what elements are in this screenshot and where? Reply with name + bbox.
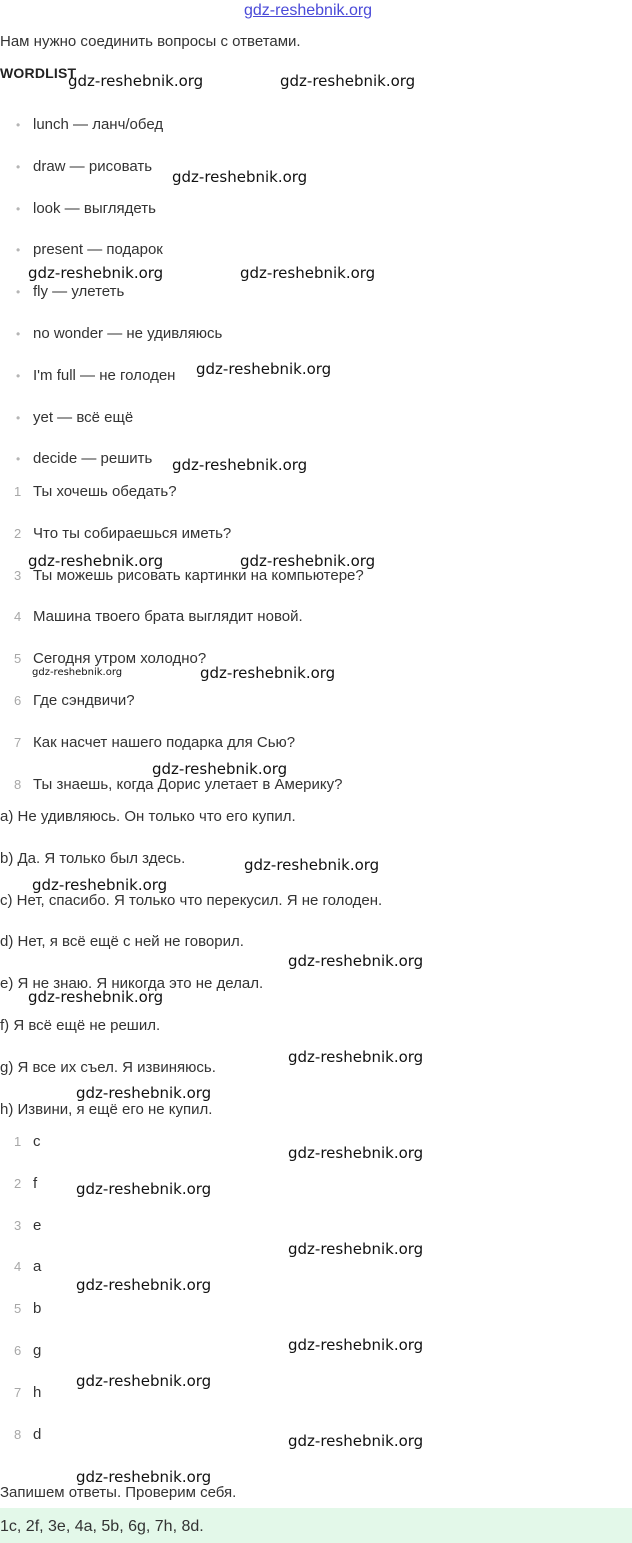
answer-option: h) Извини, я ещё его не купил. [0,1100,213,1118]
watermark: gdz-reshebnik.org [172,456,308,474]
question-number: 2 [14,525,22,541]
site-link[interactable]: gdz-reshebnik.org [244,2,373,19]
watermark: gdz-reshebnik.org [28,552,164,570]
watermark: gdz-reshebnik.org [240,264,376,282]
watermark: gdz-reshebnik.org [28,988,164,1006]
wordlist-item: I'm full — не голоден [33,366,176,384]
bullet-icon: • [16,368,21,383]
match-letter: c [33,1133,41,1150]
wordlist-item: no wonder — не удивляюсь [33,325,223,342]
match-number: 3 [14,1217,22,1233]
match-number: 5 [14,1301,22,1317]
wordlist-item: look — выглядеть [33,199,156,217]
watermark: gdz-reshebnik.org [76,1180,212,1198]
match-letter: e [33,1216,42,1234]
watermark: gdz-reshebnik.org [288,1432,424,1450]
bullet-icon: • [16,243,21,258]
bullet-icon: • [16,285,21,300]
question-text: Где сэндвичи? [33,692,135,709]
watermark: gdz-reshebnik.org [32,876,168,894]
summary-answers: 1c, 2f, 3e, 4a, 5b, 6g, 7h, 8d. [0,1518,204,1535]
question-text: Сегодня утром холодно? [33,650,207,668]
bullet-icon: • [16,452,21,467]
question-text: Как насчет нашего подарка для Сью? [33,733,296,751]
wordlist-item: fly — улететь [33,283,125,301]
watermark: gdz-reshebnik.org [76,1084,212,1102]
question-number: 7 [14,734,22,750]
watermark: gdz-reshebnik.org [280,72,416,90]
wordlist-title: WORDLIST [0,65,77,81]
question-text: Ты хочешь обедать? [33,483,177,500]
bullet-icon: • [16,410,21,425]
question-number: 5 [14,651,22,667]
watermark: gdz-reshebnik.org [200,664,336,682]
match-number: 1 [14,1134,22,1149]
wordlist-item: decide — решить [33,450,153,468]
match-letter: g [33,1342,42,1359]
watermark: gdz-reshebnik.org [152,760,288,778]
question-text: Что ты собираешься иметь? [33,524,232,542]
match-letter: h [33,1383,42,1401]
match-letter: b [33,1300,42,1318]
watermark: gdz-reshebnik.org [288,1240,424,1258]
bullet-icon: • [16,327,21,341]
question-number: 4 [14,609,22,625]
match-number: 2 [14,1175,22,1191]
watermark: gdz-reshebnik.org [288,1048,424,1066]
question-number: 3 [14,567,22,583]
answer-option: d) Нет, я всё ещё с ней не говорил. [0,933,244,951]
question-number: 1 [14,484,22,499]
intro-text: Нам нужно соединить вопросы с ответами. [0,33,301,50]
watermark: gdz-reshebnik.org [28,264,164,282]
question-text: Ты можешь рисовать картинки на компьютере? [33,566,364,584]
answer-option: c) Нет, спасибо. Я только что перекусил. Я не голоден. [0,891,383,909]
question-number: 8 [14,776,22,792]
watermark: gdz-reshebnik.org [288,952,424,970]
bullet-icon: • [16,201,21,216]
match-number: 4 [14,1259,22,1275]
watermark: gdz-reshebnik.org [288,1336,424,1354]
wordlist-item: yet — всё ещё [33,408,134,426]
bullet-icon: • [16,159,21,174]
answer-option: e) Я не знаю. Я никогда это не делал. [0,975,264,993]
match-number: 7 [14,1384,22,1400]
watermark: gdz-reshebnik.org [172,168,308,186]
watermark: gdz-reshebnik.org [244,856,380,874]
watermark: gdz-reshebnik.org [76,1372,212,1390]
wordlist-item: lunch — ланч/обед [33,116,164,133]
match-letter: f [33,1174,38,1192]
answer-option: g) Я все их съел. Я извиняюсь. [0,1058,216,1076]
match-number: 6 [14,1343,22,1358]
wordlist-item: draw — рисовать [33,157,153,175]
watermark-small: gdz-reshebnik.org [32,667,123,678]
watermark: gdz-reshebnik.org [76,1276,212,1294]
watermark: gdz-reshebnik.org [76,1468,212,1486]
wordlist-item: present — подарок [33,241,163,259]
watermark: gdz-reshebnik.org [196,360,332,378]
match-letter: a [33,1258,42,1276]
match-letter: d [33,1425,42,1443]
question-text: Машина твоего брата выглядит новой. [33,608,303,626]
closing-text: Запишем ответы. Проверим себя. [0,1484,237,1501]
answer-option: a) Не удивляюсь. Он только что его купил. [0,808,296,825]
question-number: 6 [14,693,22,708]
match-number: 8 [14,1426,22,1442]
question-text: Ты знаешь, когда Дорис улетает в Америку? [33,775,343,793]
watermark: gdz-reshebnik.org [288,1144,424,1162]
bullet-icon: • [16,118,21,132]
answer-option: f) Я всё ещё не решил. [0,1017,161,1034]
answer-option: b) Да. Я только был здесь. [0,849,186,867]
watermark: gdz-reshebnik.org [68,72,204,90]
watermark: gdz-reshebnik.org [240,552,376,570]
